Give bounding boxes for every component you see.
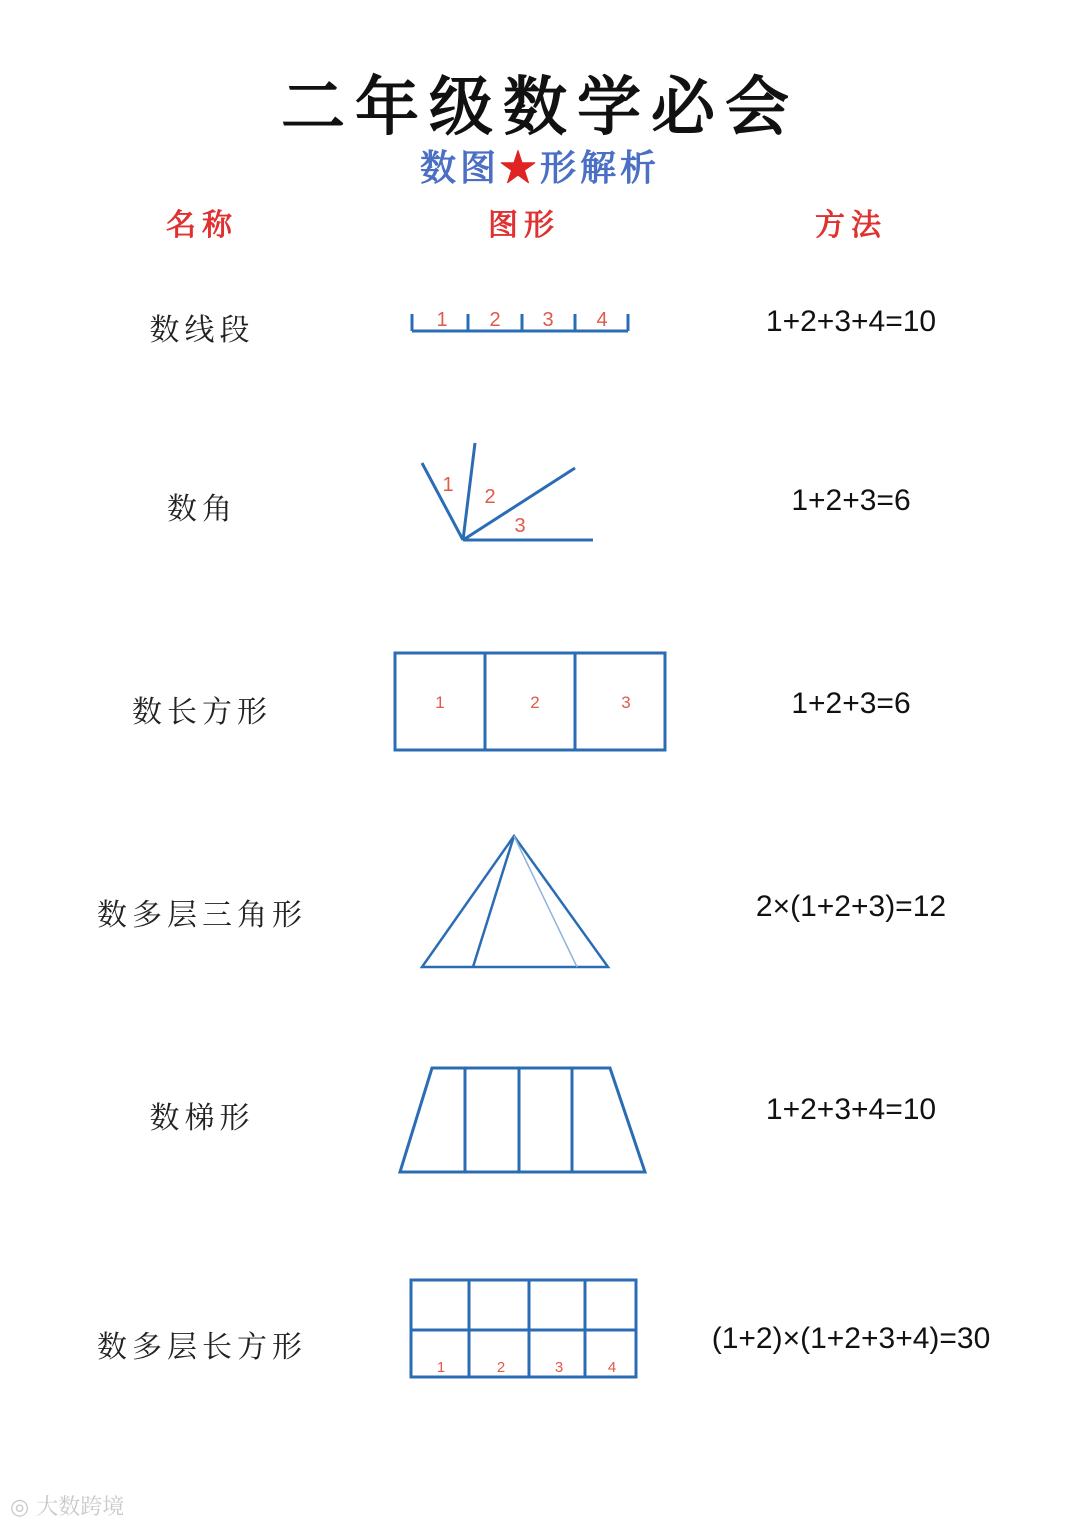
rectangle-label-1: 1 [435, 693, 445, 712]
header-method: 方法 [815, 208, 887, 243]
rectangle-figure [390, 648, 670, 756]
grid-label-2: 2 [496, 1359, 506, 1376]
row-method-multi-rectangle: (1+2)×(1+2+3+4)=30 [711, 1322, 991, 1355]
grid-label-3: 3 [554, 1359, 564, 1376]
watermark-text: 大数跨境 [36, 1495, 125, 1520]
rectangle-label-3: 3 [621, 693, 631, 712]
multi-rectangle-figure [405, 1275, 643, 1383]
line-segment-figure [400, 300, 640, 350]
angle-label-1: 1 [442, 474, 454, 496]
grid-label-4: 4 [607, 1359, 617, 1376]
star-icon: ★ [499, 147, 540, 189]
page-subtitle [0, 140, 1080, 191]
trapezoid-figure [395, 1063, 650, 1178]
row-name-multi-triangle: 数多层三角形 [97, 898, 307, 933]
subtitle-part-2: 形解析 [540, 147, 661, 189]
watermark [10, 1490, 124, 1521]
segment-label-2: 2 [489, 309, 501, 331]
row-name-multi-rectangle: 数多层长方形 [97, 1330, 307, 1365]
row-name-line-segment: 数线段 [149, 313, 255, 348]
multi-triangle-figure [415, 830, 615, 975]
rectangle-label-2: 2 [530, 693, 540, 712]
row-method-line-segment: 1+2+3+4=10 [765, 305, 937, 338]
page-title: 二年级数学必会 [281, 70, 799, 145]
angle-label-3: 3 [514, 515, 526, 537]
inner-line [514, 836, 577, 967]
row-name-trapezoid: 数梯形 [149, 1101, 255, 1136]
row-method-trapezoid: 1+2+3+4=10 [765, 1093, 937, 1126]
row-name-rectangle: 数长方形 [132, 695, 272, 730]
row-method-multi-triangle: 2×(1+2+3)=12 [755, 890, 947, 923]
header-figure: 图形 [488, 208, 560, 243]
watermark-logo-icon: ◎ [10, 1495, 30, 1520]
segment-label-4: 4 [596, 309, 608, 331]
grid-label-1: 1 [436, 1359, 446, 1376]
angle-label-2: 2 [484, 486, 496, 508]
segment-label-1: 1 [436, 309, 448, 331]
row-method-rectangle: 1+2+3=6 [791, 687, 911, 720]
row-method-angle: 1+2+3=6 [791, 484, 911, 517]
subtitle-part-1: 数图 [419, 147, 500, 189]
header-name: 名称 [166, 208, 238, 243]
row-name-angle: 数角 [167, 492, 237, 527]
angle-figure [410, 435, 610, 555]
segment-label-3: 3 [542, 309, 554, 331]
